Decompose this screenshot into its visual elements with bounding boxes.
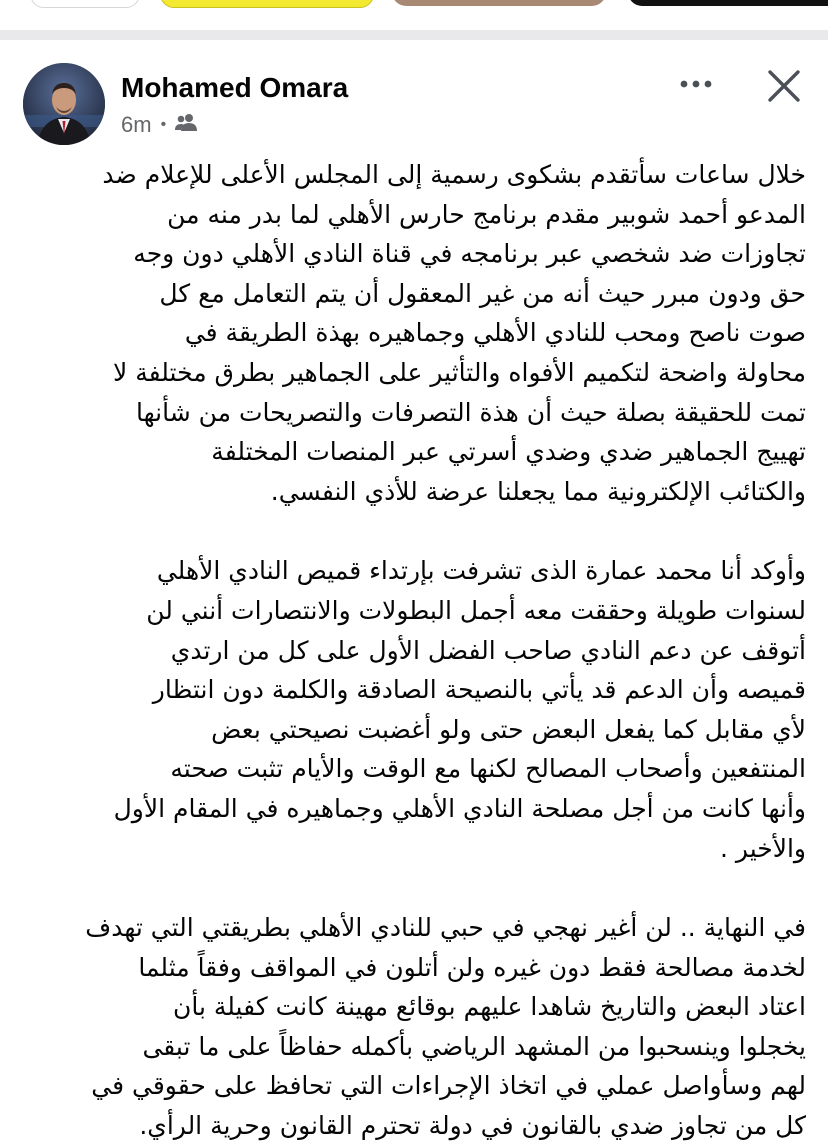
story-pill[interactable] — [160, 0, 374, 8]
text-line: في النهاية .. لن أغير نهجي في حبي للنادي الأهلي بطريقتي التي تهدف — [85, 913, 806, 943]
more-icon — [674, 68, 718, 100]
paragraph-gap — [30, 511, 806, 551]
post-meta — [121, 112, 198, 138]
story-pill[interactable] — [30, 0, 140, 8]
meta-separator: • — [160, 116, 167, 133]
text-line: والكتائب الإلكترونية مما يجعلنا عرضة للأذي النفسي. — [270, 476, 806, 506]
story-pill[interactable] — [392, 0, 606, 6]
text-line: كل من تجاوز ضدي بالقانون في دولة تحترم القانون وحرية الرأي. — [139, 1111, 806, 1141]
post-paragraph — [30, 908, 806, 1146]
text-line: قميصه وأن الدعم قد يأتي بالنصيحة الصادقة والكلمة دون انتظار — [152, 675, 806, 705]
text-line: المنتفعين وأصحاب المصالح لكنها مع الوقت والأيام تثبت صحته — [170, 754, 806, 784]
post-paragraph — [30, 155, 806, 511]
text-line: لسنوات طويلة وحققت معه أجمل البطولات والانتصارات أنني لن — [146, 595, 806, 625]
post-body — [30, 155, 806, 1146]
post-header — [0, 40, 828, 150]
close-button[interactable] — [762, 66, 806, 106]
text-line: وأنها كانت من أجل مصلحة النادي الأهلي وجماهيره في المقام الأول — [113, 793, 806, 823]
friends-icon[interactable] — [174, 112, 198, 138]
text-line: محاولة واضحة لتكميم الأفواه والتأثير على الجماهير بطرق مختلفة لا — [113, 357, 806, 387]
author-name[interactable]: Mohamed Omara — [121, 72, 349, 103]
text-line: لهم وسأواصل عملي في اتخاذ الإجراءات التي تحافظ على حقوقي في — [91, 1071, 806, 1101]
text-line: تجاوزات ضد شخصي عبر برنامجه في قناة النادي الأهلي دون وجه — [133, 239, 806, 269]
post-time[interactable]: 6m — [121, 112, 152, 137]
more-options-button[interactable] — [674, 68, 718, 100]
text-line: تمت للحقيقة بصلة حيث أن هذة التصرفات والتصريحات من شأنها — [136, 397, 806, 427]
text-line: حق ودون مبرر حيث أنه من غير المعقول أن يتم التعامل مع كل — [159, 278, 806, 308]
post-paragraph — [30, 551, 806, 868]
text-line: لخدمة مصالحة فقط دون غيره ولن أتلون في المواقف وفقاً مثلما — [138, 952, 806, 982]
text-line: المدعو أحمد شوبير مقدم برنامج حارس الأهلي لما بدر منه من — [167, 199, 806, 229]
close-icon — [762, 66, 806, 106]
paragraph-gap — [30, 868, 806, 908]
text-line: يخجلوا وينسحبوا من المشهد الرياضي بأكمله حفاظاً على ما تبقى — [142, 1031, 806, 1061]
text-line: والأخير . — [720, 833, 806, 863]
text-line: خلال ساعات سأتقدم بشكوى رسمية إلى المجلس الأعلى للإعلام ضد — [102, 160, 806, 189]
text-line: اعتاد البعض والتاريخ شاهدا عليهم بوقائع مهينة كانت كفيلة بأن — [173, 992, 806, 1022]
story-pill[interactable] — [628, 0, 828, 6]
text-line: وأوكد أنا محمد عمارة الذى تشرفت بإرتداء قميص النادي الأهلي — [156, 556, 806, 586]
text-line: صوت ناصح ومحب للنادي الأهلي وجماهيره بهذة الطريقة في — [184, 318, 806, 348]
text-line: لأي مقابل كما يفعل البعض حتى ولو أغضبت نصيحتي بعض — [211, 714, 806, 744]
text-line: أتوقف عن دعم النادي صاحب الفضل الأول على كل من ارتدي — [170, 635, 806, 665]
avatar[interactable] — [23, 63, 105, 145]
top-story-strip — [0, 0, 828, 30]
text-line: تهييج الجماهير ضدي وضدي أسرتي عبر المنصات المختلفة — [211, 437, 806, 467]
section-divider — [0, 30, 828, 40]
